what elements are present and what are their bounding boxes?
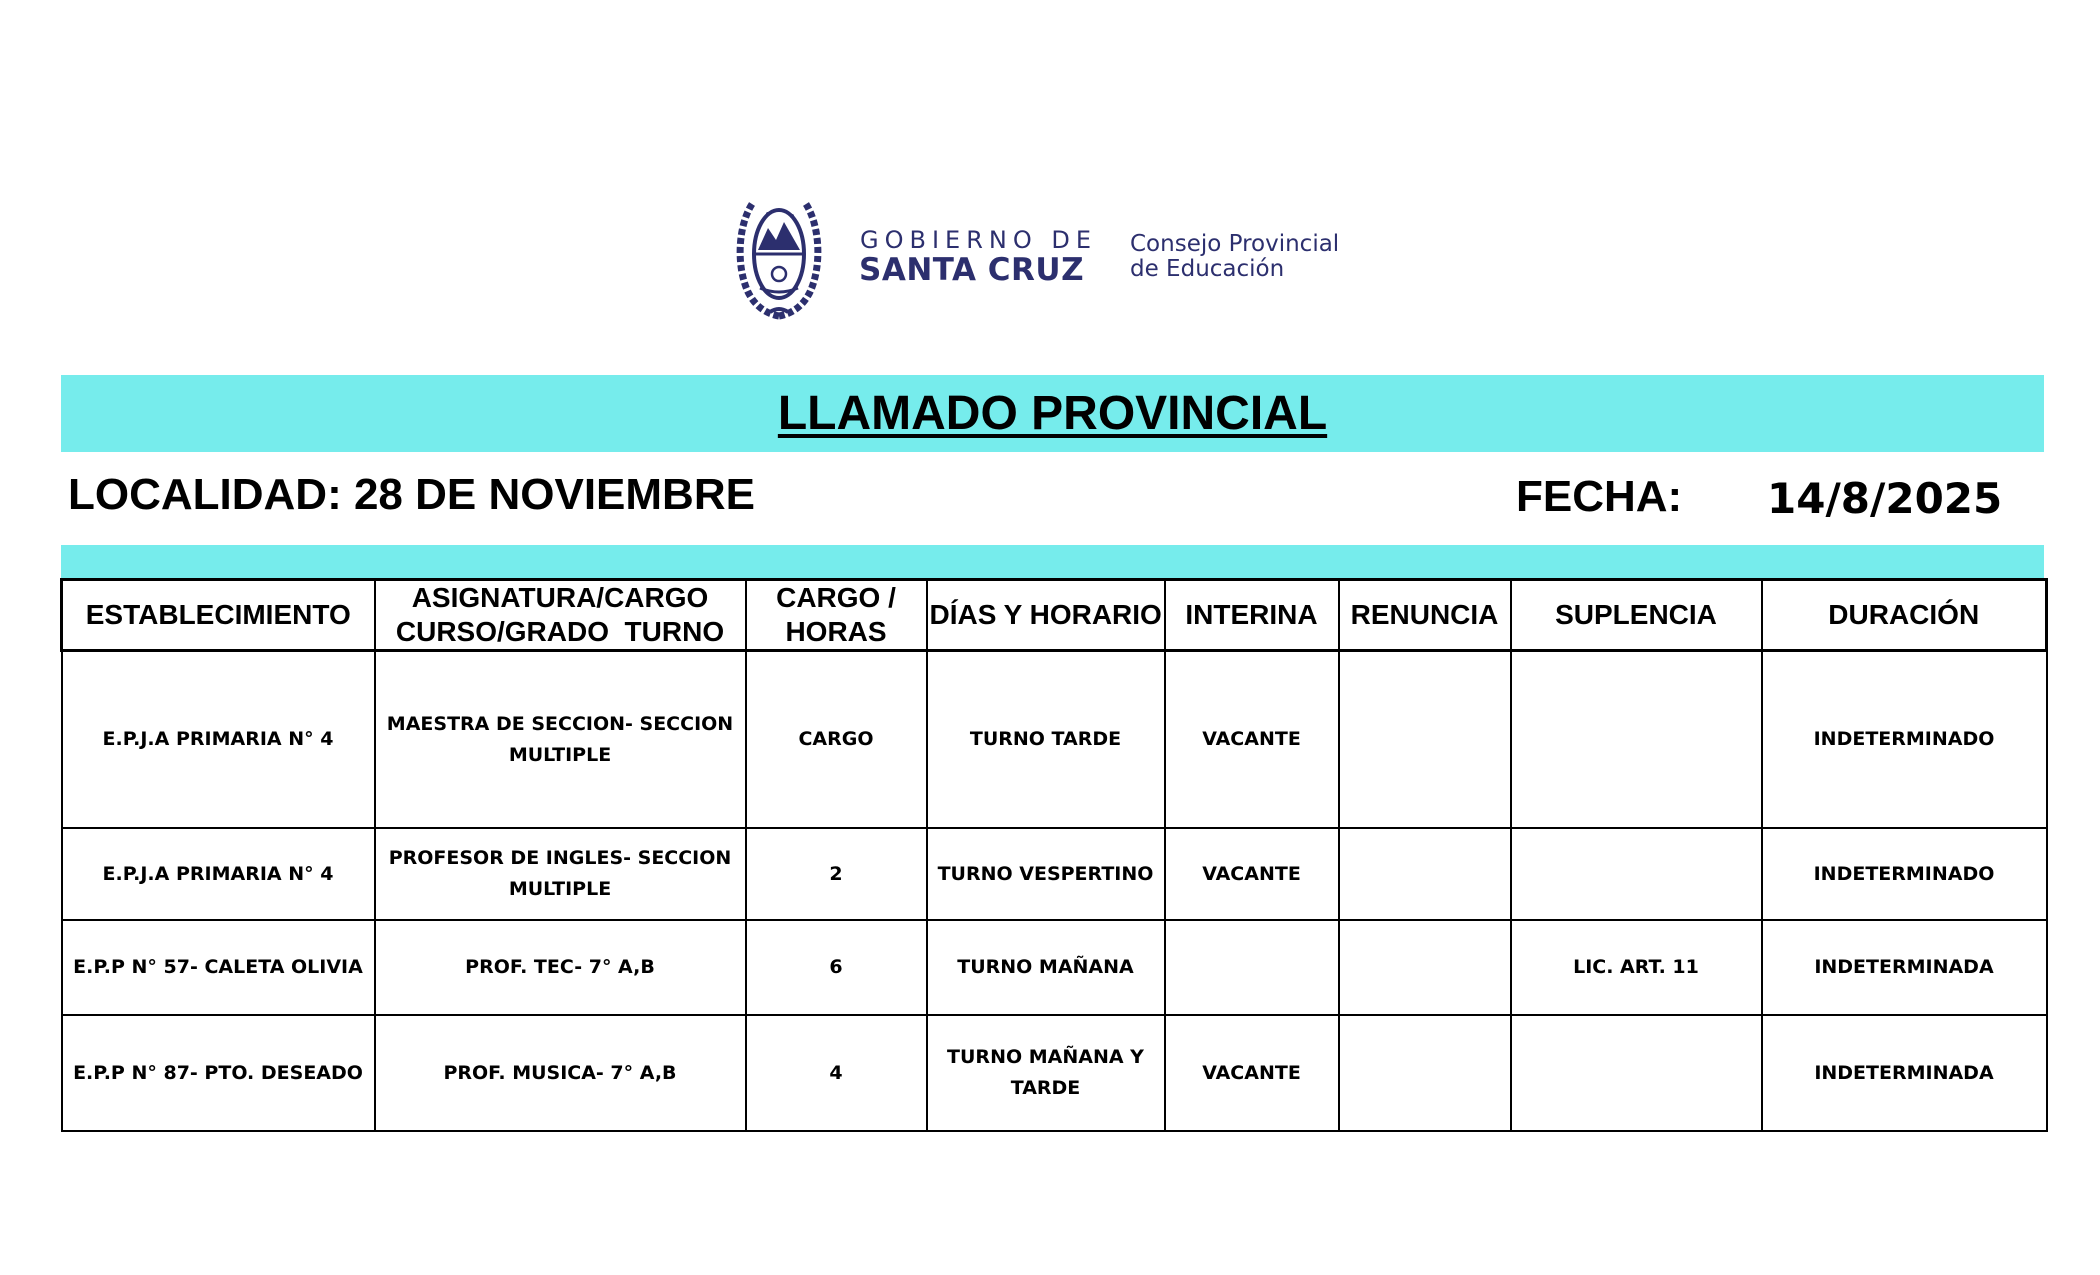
consejo-line-1: Consejo Provincial bbox=[1130, 231, 1340, 257]
cell-asignatura bbox=[375, 651, 746, 829]
title-band bbox=[61, 375, 2044, 452]
cell-duracion: INDETERMINADO bbox=[1762, 828, 2047, 920]
cell-renuncia bbox=[1339, 828, 1511, 920]
cell-interina: VACANTE bbox=[1165, 828, 1339, 920]
header-asignatura bbox=[375, 580, 746, 651]
cell-duracion: INDETERMINADA bbox=[1762, 920, 2047, 1015]
header-suplencia: SUPLENCIA bbox=[1511, 580, 1762, 651]
cell-dias: TURNO TARDE bbox=[927, 651, 1165, 829]
cell-duracion: INDETERMINADO bbox=[1762, 651, 2047, 829]
cell-asignatura-line-1: MAESTRA DE SECCION- SECCION bbox=[386, 712, 734, 735]
cell-asignatura-line-1: PROFESOR DE INGLES- SECCION bbox=[388, 847, 732, 869]
fecha-value: 14/8/2025 bbox=[1767, 474, 2003, 523]
localidad-label: LOCALIDAD: 28 DE NOVIEMBRE bbox=[68, 470, 755, 519]
cell-duracion: INDETERMINADA bbox=[1762, 1015, 2047, 1131]
cell-establecimiento: E.P.P N° 57- CALETA OLIVIA bbox=[62, 920, 375, 1015]
consejo-provincial-text bbox=[1130, 232, 1339, 282]
cell-renuncia bbox=[1339, 920, 1511, 1015]
cell-establecimiento: E.P.J.A PRIMARIA N° 4 bbox=[62, 828, 375, 920]
table-row bbox=[62, 1015, 2047, 1131]
table-header-row bbox=[62, 580, 2047, 651]
fecha-label: FECHA: bbox=[1516, 472, 1683, 521]
cell-cargo: 4 bbox=[746, 1015, 927, 1131]
page-title: LLAMADO PROVINCIAL bbox=[777, 387, 1328, 440]
cell-establecimiento: E.P.J.A PRIMARIA N° 4 bbox=[62, 651, 375, 829]
cell-dias-line-1: TURNO MAÑANA Y bbox=[947, 1046, 1144, 1068]
cell-asignatura bbox=[375, 828, 746, 920]
cell-dias: TURNO VESPERTINO bbox=[927, 828, 1165, 920]
cell-renuncia bbox=[1339, 651, 1511, 829]
header-asignatura-line-2: CURSO/GRADO TURNO bbox=[395, 616, 725, 647]
cell-renuncia bbox=[1339, 1015, 1511, 1131]
cell-cargo: 2 bbox=[746, 828, 927, 920]
cell-interina bbox=[1165, 920, 1339, 1015]
logo-santa-cruz-text: SANTA CRUZ bbox=[859, 252, 1085, 288]
table-row bbox=[62, 828, 2047, 920]
header-interina: INTERINA bbox=[1165, 580, 1339, 651]
cell-asignatura: PROF. MUSICA- 7° A,B bbox=[375, 1015, 746, 1131]
vacancies-table bbox=[60, 578, 2048, 1132]
cell-cargo: 6 bbox=[746, 920, 927, 1015]
cell-asignatura-line-2: MULTIPLE bbox=[508, 743, 612, 766]
cell-suplencia bbox=[1511, 1015, 1762, 1131]
logo-gobierno-text: GOBIERNO DE bbox=[860, 226, 1097, 254]
cell-dias bbox=[927, 1015, 1165, 1131]
cell-suplencia bbox=[1511, 828, 1762, 920]
header-cargo-line-2: HORAS bbox=[785, 616, 887, 647]
logo-header bbox=[730, 192, 1370, 322]
cell-establecimiento: E.P.P N° 87- PTO. DESEADO bbox=[62, 1015, 375, 1131]
header-cargo-line-1: CARGO / bbox=[776, 582, 896, 613]
header-establecimiento: ESTABLECIMIENTO bbox=[62, 580, 375, 651]
cell-suplencia: LIC. ART. 11 bbox=[1511, 920, 1762, 1015]
header-asignatura-line-1: ASIGNATURA/CARGO bbox=[411, 582, 709, 613]
cell-dias-line-2: TARDE bbox=[1010, 1077, 1081, 1099]
cell-dias: TURNO MAÑANA bbox=[927, 920, 1165, 1015]
cell-suplencia bbox=[1511, 651, 1762, 829]
header-dias: DÍAS Y HORARIO bbox=[927, 580, 1165, 651]
header-renuncia: RENUNCIA bbox=[1339, 580, 1511, 651]
cell-asignatura-line-2: MULTIPLE bbox=[508, 878, 612, 900]
table-row bbox=[62, 920, 2047, 1015]
cell-interina: VACANTE bbox=[1165, 651, 1339, 829]
table-row bbox=[62, 651, 2047, 829]
consejo-line-2: de Educación bbox=[1130, 256, 1285, 282]
header-duracion: DURACIÓN bbox=[1762, 580, 2047, 651]
separator-band bbox=[61, 545, 2044, 578]
cell-interina: VACANTE bbox=[1165, 1015, 1339, 1131]
cell-asignatura: PROF. TEC- 7° A,B bbox=[375, 920, 746, 1015]
santa-cruz-coat-of-arms-icon bbox=[734, 192, 824, 320]
cell-cargo: CARGO bbox=[746, 651, 927, 829]
header-cargo bbox=[746, 580, 927, 651]
